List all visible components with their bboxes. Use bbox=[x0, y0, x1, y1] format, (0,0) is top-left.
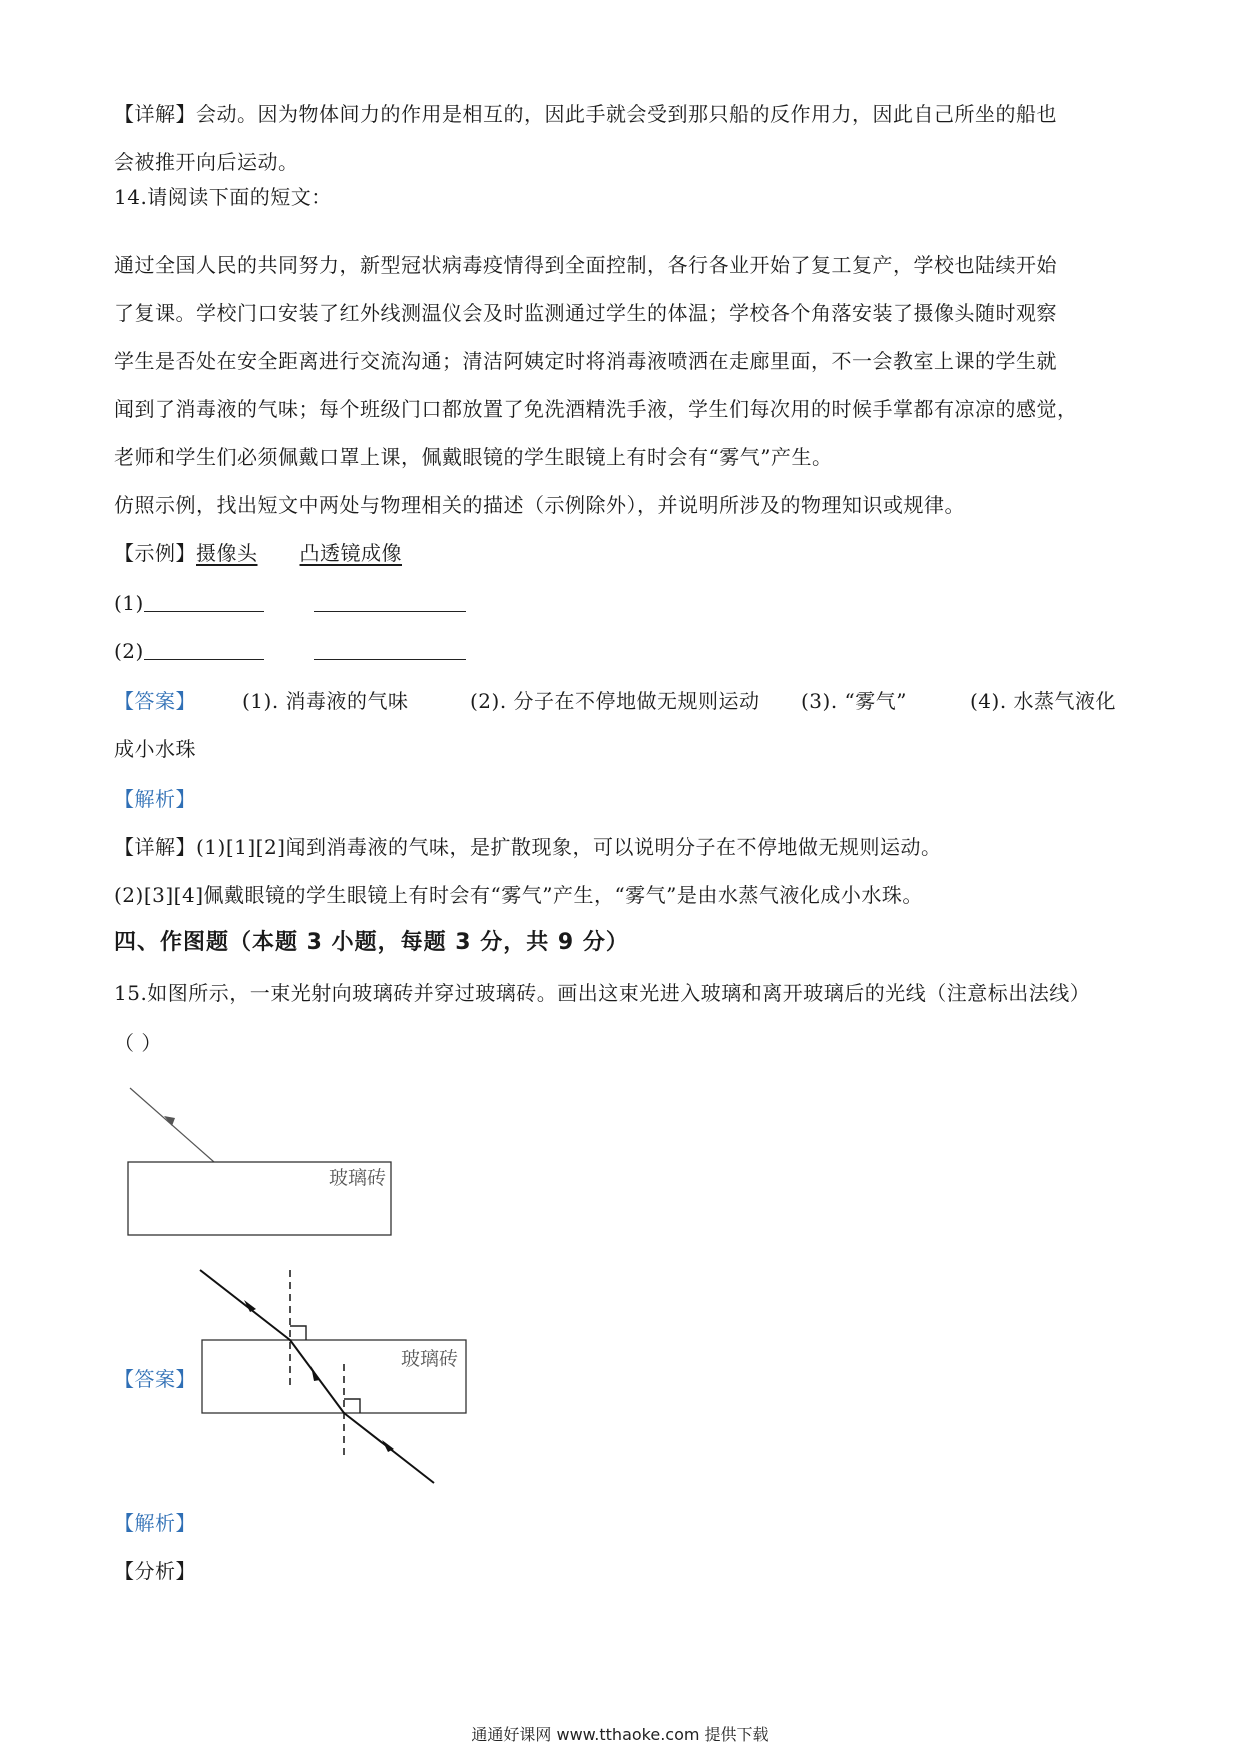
example-item: 摄像头 bbox=[196, 541, 258, 565]
q14-passage-line2: 了复课。学校门口安装了红外线测温仪会及时监测通过学生的体温；学校各个角落安装了摄像头随时观察 bbox=[114, 301, 1057, 325]
q14-blank-row-2 bbox=[114, 637, 466, 665]
q14-passage-line5: 老师和学生们必须佩戴口罩上课，佩戴眼镜的学生眼镜上有时会有“雾气”产生。 bbox=[114, 445, 833, 469]
q15-analysis-label: 【解析】 bbox=[114, 1511, 196, 1535]
q14-passage-line3: 学生是否处在安全距离进行交流沟通；清洁阿姨定时将消毒液喷洒在走廊里面，不一会教室上课的学生就 bbox=[114, 349, 1057, 373]
incident-ray-answer bbox=[200, 1270, 290, 1340]
blank2-answer-line[interactable] bbox=[144, 637, 264, 660]
q14-answer-label: 【答案】 bbox=[114, 689, 196, 713]
q14-detail-2: (2)[3][4]佩戴眼镜的学生眼镜上有时会有“雾气”产生，“雾气”是由水蒸气液化成小水珠。 bbox=[114, 883, 923, 907]
q14-blank-row-1 bbox=[114, 589, 466, 617]
q15-fenxi-label: 【分析】 bbox=[114, 1559, 196, 1583]
answer-4: (4). 水蒸气液化 bbox=[970, 689, 1117, 713]
answer-2: (2). 分子在不停地做无规则运动 bbox=[470, 689, 760, 713]
q14-detail-1: 【详解】(1)[1][2]闻到消毒液的气味，是扩散现象，可以说明分子在不停地做无规则运动。 bbox=[114, 835, 942, 859]
q14-stem: 14.请阅读下面的短文： bbox=[114, 185, 332, 209]
right-angle-mark-2 bbox=[344, 1399, 360, 1413]
q14-example bbox=[114, 539, 402, 567]
q13-detail-line1: 【详解】会动。因为物体间力的作用是相互的，因此手就会受到那只船的反作用力，因此自己所坐的船也 bbox=[114, 102, 1057, 126]
q13-detail-line2: 会被推开向后运动。 bbox=[114, 150, 299, 174]
question-figure bbox=[114, 1080, 414, 1240]
section-heading: 四、作图题（本题 3 小题，每题 3 分，共 9 分） bbox=[114, 930, 629, 955]
q14-answer-row bbox=[114, 687, 1124, 715]
q14-analysis-label: 【解析】 bbox=[114, 787, 196, 811]
blank1-label: (1) bbox=[114, 591, 144, 615]
answer-4-continued: 成小水珠 bbox=[114, 737, 196, 761]
blank2-law-line[interactable] bbox=[314, 637, 466, 660]
blank1-law-line[interactable] bbox=[314, 589, 466, 612]
q15-answer-label: 【答案】 bbox=[114, 1367, 196, 1391]
q14-passage-line4: 闻到了消毒液的气味；每个班级门口都放置了免洗酒精洗手液，学生们每次用的时候手掌都有凉凉的感觉， bbox=[114, 397, 1078, 421]
answer-figure bbox=[190, 1260, 480, 1500]
refracted-arrow bbox=[311, 1366, 320, 1381]
example-law: 凸透镜成像 bbox=[299, 541, 402, 565]
right-angle-mark-1 bbox=[290, 1326, 306, 1340]
example-label: 【示例】 bbox=[114, 541, 196, 565]
answer-glass-label: 玻璃砖 bbox=[400, 1348, 458, 1370]
blank1-answer-line[interactable] bbox=[144, 589, 264, 612]
q14-passage-line1: 通过全国人民的共同努力，新型冠状病毒疫情得到全面控制，各行各业开始了复工复产，学校也陆续开始 bbox=[114, 253, 1057, 277]
q15-stem: 15.如图所示，一束光射向玻璃砖并穿过玻璃砖。画出这束光进入玻璃和离开玻璃后的光线（注意标出法线） bbox=[114, 981, 1091, 1005]
glass-label: 玻璃砖 bbox=[328, 1167, 386, 1189]
answer-3: (3). “雾气” bbox=[801, 689, 907, 713]
q14-instruction: 仿照示例，找出短文中两处与物理相关的描述（示例除外），并说明所涉及的物理知识或规律。 bbox=[114, 493, 965, 517]
incident-arrow bbox=[164, 1116, 175, 1126]
answer-1: (1). 消毒液的气味 bbox=[242, 689, 409, 713]
q15-paren: （ ） bbox=[114, 1031, 162, 1055]
page-footer: 通通好课网 www.tthaoke.com 提供下载 bbox=[471, 1725, 769, 1744]
blank2-label: (2) bbox=[114, 639, 144, 663]
